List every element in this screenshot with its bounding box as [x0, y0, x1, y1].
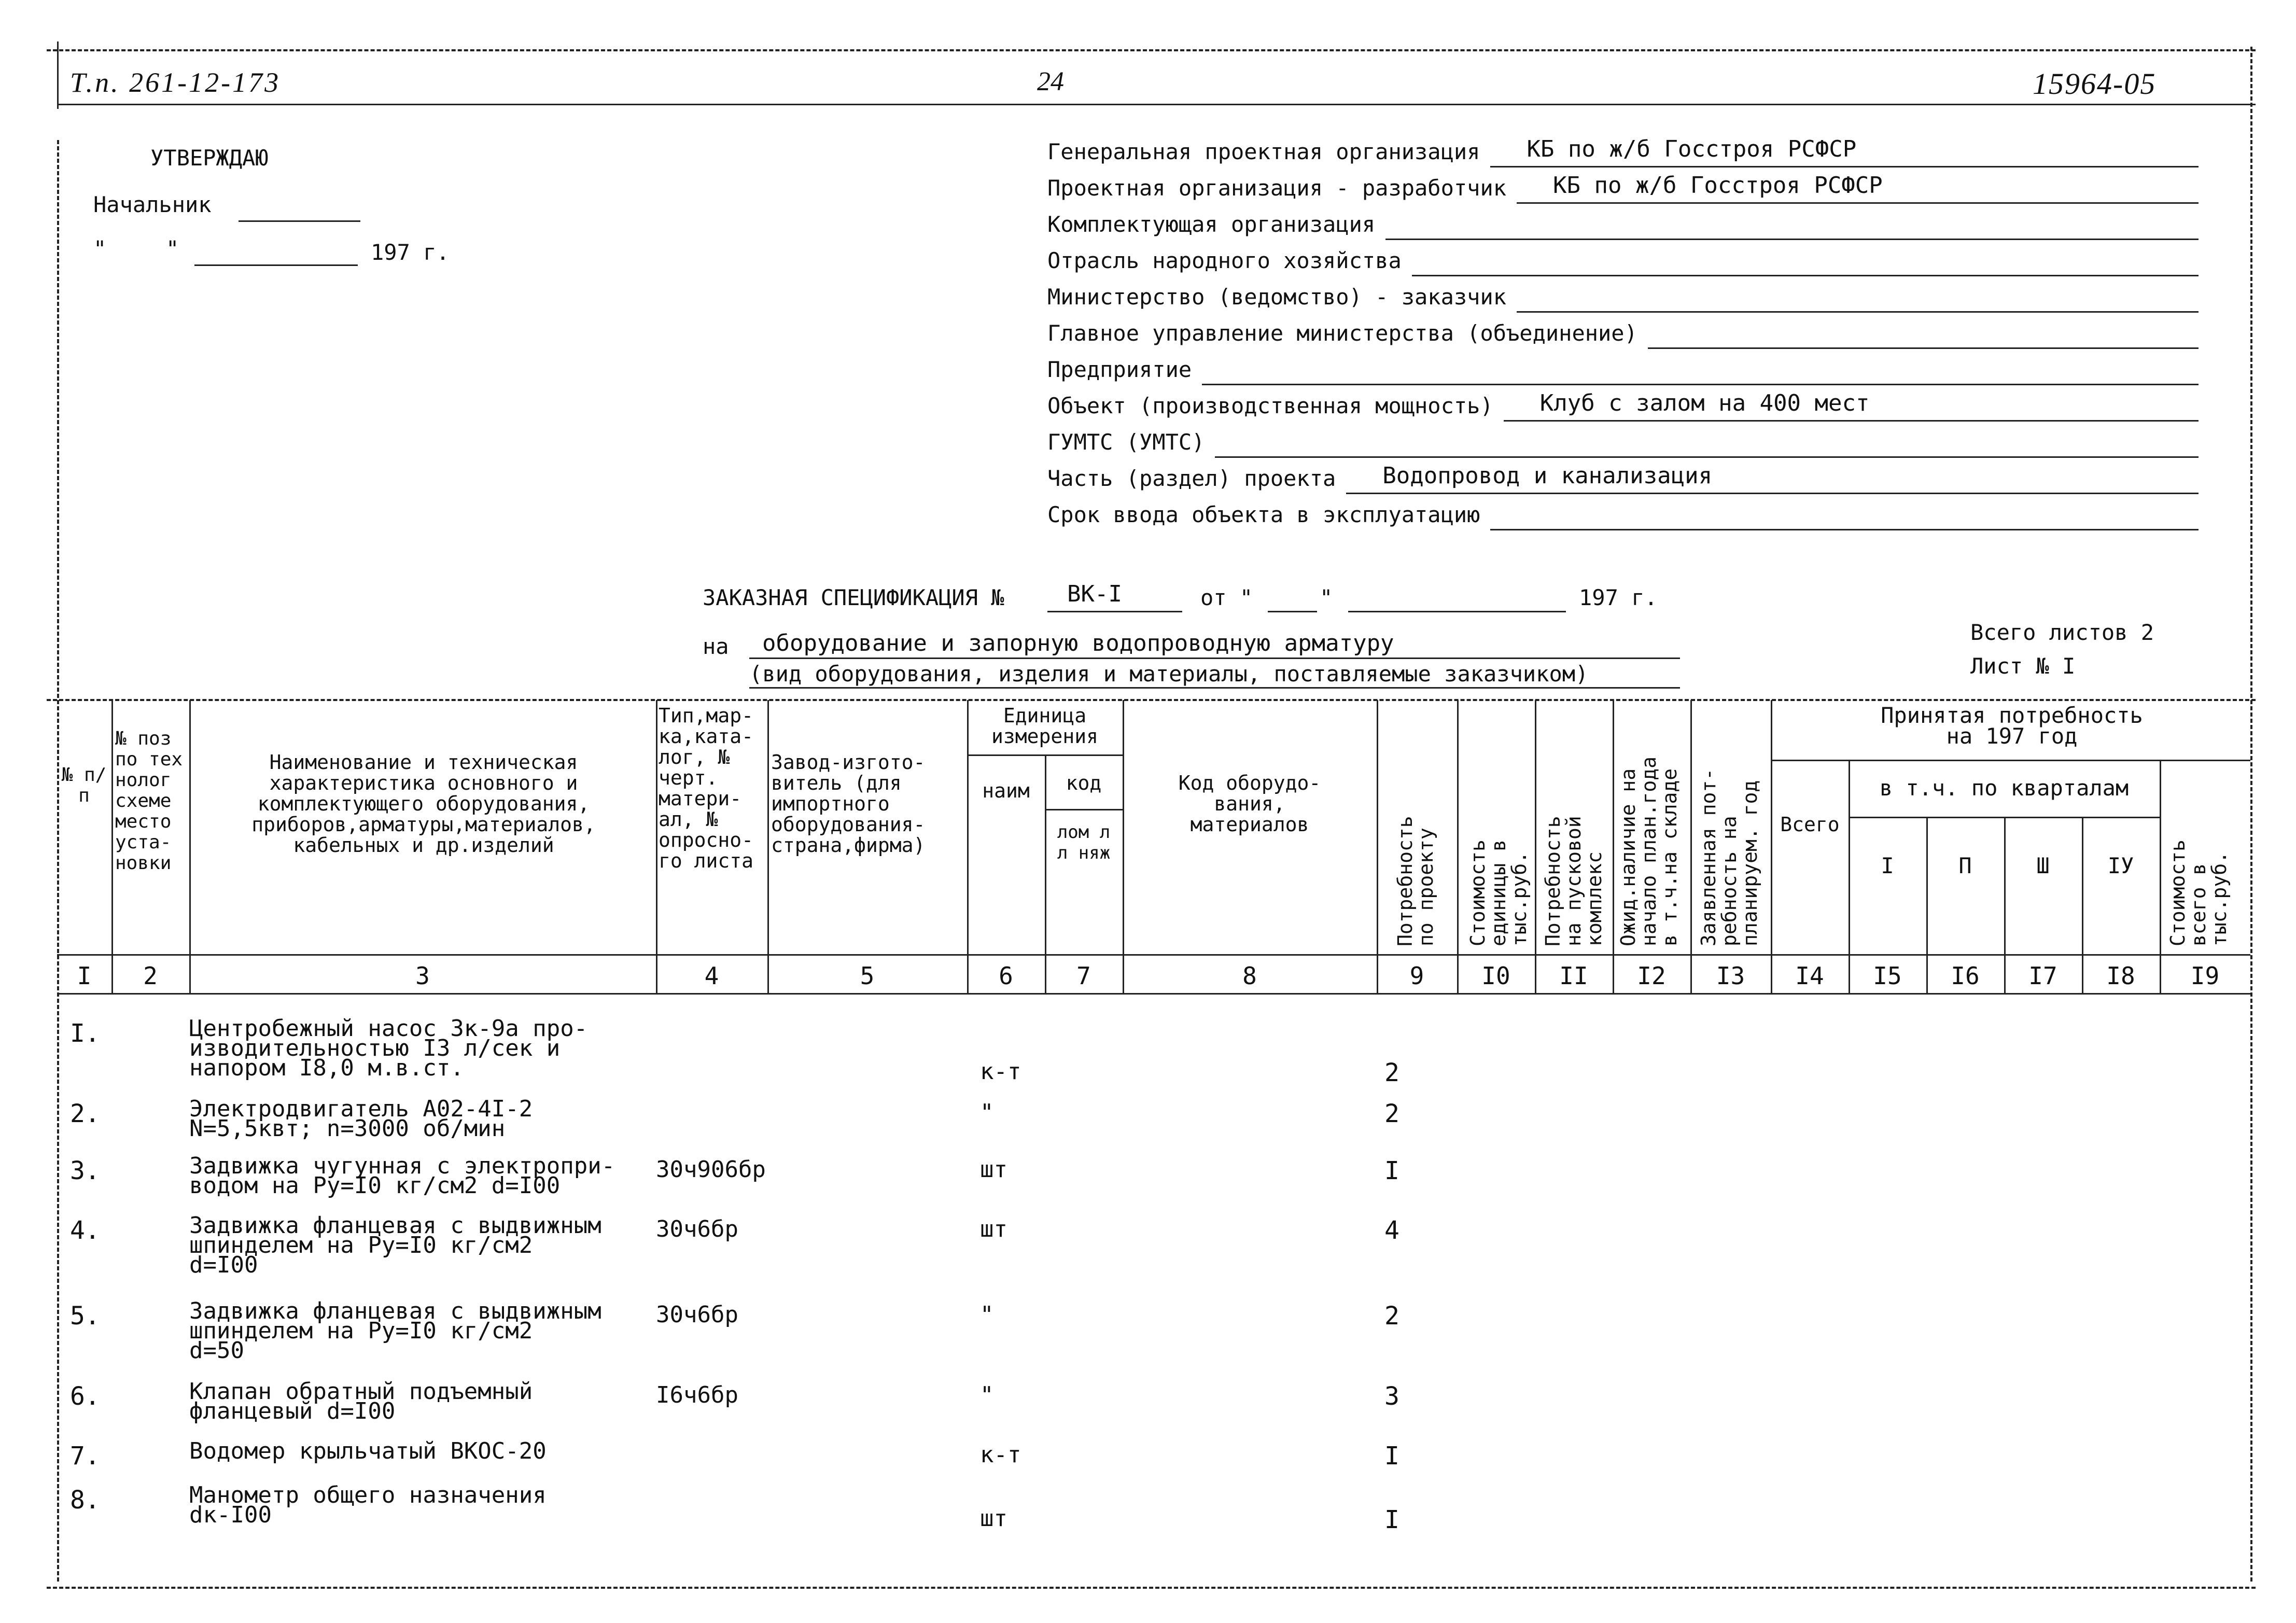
row-unit: к-т — [980, 1058, 1021, 1085]
row-name-line: Центробежный насос 3к-9а про- — [189, 1015, 588, 1042]
header-line: уста- — [115, 832, 172, 853]
col-sep-6 — [1045, 754, 1046, 993]
project-code: Т.п. 261-12-173 — [70, 67, 281, 98]
row-type: 30ч6бр — [656, 1216, 738, 1242]
org-value: КБ по ж/б Госстроя РСФСР — [1527, 136, 1857, 162]
spec-date-line — [1268, 611, 1317, 612]
header-line: лог, № — [659, 746, 730, 768]
approval-title: УТВЕРЖДАЮ — [150, 145, 269, 171]
col-head-startup-demand — [1543, 816, 1605, 946]
org-label: Отрасль народного хозяйства — [1047, 248, 1402, 273]
header-line: на 197 год — [1946, 723, 2078, 749]
archive-number: 15964-05 — [2033, 67, 2157, 101]
header-line: на пусковой — [1562, 816, 1585, 946]
row-quantity: I — [1384, 1156, 1399, 1185]
approval-year: 197 г. — [371, 240, 450, 265]
header-line: ал, № — [659, 808, 718, 831]
row-name-line: d=I00 — [189, 1252, 258, 1278]
row-name — [189, 1378, 646, 1424]
header-line: всего в — [2187, 863, 2210, 946]
header-line: единицы в — [1487, 840, 1510, 946]
org-label: Главное управление министерства (объединение) — [1047, 320, 1637, 346]
header-line: Стоимость — [1466, 840, 1489, 946]
col-head-q3: Ш — [2036, 853, 2050, 878]
header-underline — [57, 104, 2256, 105]
col-head-name — [193, 752, 654, 856]
header-line: Единица — [1003, 704, 1087, 727]
org-label: Комплектующая организация — [1047, 212, 1376, 237]
row-unit: " — [980, 1382, 994, 1408]
column-number: I4 — [1795, 962, 1824, 990]
column-number: 9 — [1409, 962, 1424, 990]
header-line: л няж — [1057, 843, 1111, 863]
spec-date-quote: " — [1320, 585, 1333, 610]
col-head-unit-code: код — [1066, 772, 1102, 794]
spec-date-from: от " — [1200, 585, 1253, 610]
row-unit: к-т — [980, 1442, 1021, 1468]
header-line: страна,фирма) — [771, 834, 926, 857]
col-head-total: Всего — [1780, 813, 1840, 836]
row-unit: шт — [980, 1156, 1007, 1183]
col-head-demand-project — [1395, 816, 1436, 946]
row-name — [189, 1153, 646, 1199]
row-name-line: шпинделем на Ру=I0 кг/см2 — [189, 1318, 533, 1344]
spec-subject: оборудование и запорную водопроводную арматуру — [762, 630, 1394, 656]
col-head-total-cost — [2167, 840, 2230, 946]
row-name-line: Манометр общего назначения — [189, 1482, 547, 1508]
col-sep-12 — [1690, 700, 1692, 993]
header-line: приборов,арматуры,материалов, — [251, 813, 596, 836]
column-number: 6 — [999, 962, 1013, 990]
accepted-group-line — [1771, 760, 2250, 761]
header-line: Наименование и техническая — [269, 751, 578, 774]
approval-date-line — [194, 264, 358, 266]
header-line: планируем. год — [1739, 780, 1761, 946]
org-value: Клуб с залом на 400 мест — [1539, 390, 1870, 416]
header-line: Потребность — [1394, 816, 1417, 946]
col-head-q1: I — [1881, 853, 1894, 878]
header-line: схеме — [115, 790, 172, 812]
col-sep-18 — [2160, 760, 2161, 993]
row-quantity: 4 — [1384, 1216, 1399, 1245]
row-name — [189, 1096, 646, 1142]
header-line: оборудования- — [771, 813, 926, 836]
row-type: I6ч6бр — [656, 1382, 738, 1408]
column-number: I8 — [2106, 962, 2135, 990]
col-head-unit-cost — [1467, 840, 1530, 946]
org-fill-line — [1202, 384, 2199, 385]
col-sep-1 — [111, 700, 113, 993]
col-head-declared-demand — [1698, 768, 1760, 946]
row-name-line: Задвижка фланцевая с выдвижным — [189, 1298, 601, 1324]
row-name-line: изводительностью I3 л/сек и — [189, 1035, 561, 1061]
org-fill-line — [1215, 456, 2199, 458]
org-label: Объект (производственная мощность) — [1047, 393, 1493, 418]
column-number: I2 — [1637, 962, 1666, 990]
org-fill-line — [1346, 493, 2199, 494]
col-sep-2 — [189, 700, 191, 993]
row-quantity: I — [1384, 1442, 1399, 1471]
spec-subject-caption: (вид оборудования, изделия и материалы, поставляемые заказчиком) — [749, 661, 1589, 687]
header-line: место — [115, 811, 172, 832]
header-line: материалов — [1190, 813, 1309, 836]
row-quantity: 3 — [1384, 1382, 1399, 1411]
column-number: 3 — [415, 962, 430, 990]
org-label: Часть (раздел) проекта — [1047, 466, 1336, 491]
header-line: измерения — [991, 725, 1098, 748]
row-number: 8. — [70, 1486, 100, 1515]
org-label: Министерство (ведомство) - заказчик — [1047, 284, 1507, 310]
row-name-line: Задвижка чугунная с электропри- — [189, 1153, 615, 1179]
org-label: Срок ввода объекта в эксплуатацию — [1047, 502, 1480, 527]
org-fill-line — [1517, 202, 2199, 204]
header-line: в т.ч.на складе — [1658, 768, 1681, 946]
right-border — [2250, 47, 2252, 1582]
header-line: го листа — [659, 849, 754, 872]
row-type: 30ч906бр — [656, 1156, 766, 1183]
col-head-position — [115, 729, 188, 874]
org-fill-line — [1385, 239, 2199, 240]
row-number: 3. — [70, 1156, 100, 1185]
header-line: начало план.года — [1637, 756, 1660, 946]
row-name-line: водом на Ру=I0 кг/см2 d=I00 — [189, 1172, 561, 1199]
org-fill-line — [1517, 311, 2199, 313]
header-line: тыс.руб. — [2208, 851, 2231, 946]
org-value: Водопровод и канализация — [1382, 463, 1713, 489]
row-unit: " — [980, 1302, 994, 1328]
spec-year: 197 г. — [1579, 585, 1658, 610]
row-name-line: Клапан обратный подъемный — [189, 1378, 533, 1405]
row-name — [189, 1438, 646, 1464]
header-line: матери- — [659, 787, 742, 810]
col-sep-10 — [1535, 700, 1536, 993]
row-number: I. — [70, 1019, 100, 1048]
header-line: Код оборудо- — [1178, 772, 1321, 794]
header-line: Ожид.наличие на — [1617, 768, 1640, 946]
header-line: Стоимость — [2166, 840, 2189, 946]
row-quantity: I — [1384, 1505, 1399, 1534]
column-number: I7 — [2028, 962, 2057, 990]
col-head-equipment-code — [1125, 773, 1374, 835]
col-head-unit-group — [970, 705, 1120, 747]
column-number: I0 — [1481, 962, 1510, 990]
row-quantity: 2 — [1384, 1058, 1399, 1087]
org-label: ГУМТС (УМТС) — [1047, 429, 1205, 455]
spec-date-month-line — [1348, 611, 1566, 612]
row-unit: шт — [980, 1505, 1007, 1532]
header-line: вания, — [1214, 792, 1285, 815]
approval-chief-label: Начальник — [93, 192, 212, 217]
column-number: I — [77, 962, 92, 990]
row-name-line: напором I8,0 м.в.ст. — [189, 1055, 464, 1081]
top-border — [47, 49, 2256, 51]
column-number: II — [1559, 962, 1588, 990]
column-number: 7 — [1076, 962, 1091, 990]
org-fill-line — [1648, 347, 2199, 349]
col-head-unit-code-sub — [1047, 822, 1120, 863]
row-number: 6. — [70, 1382, 100, 1411]
col-sep-3 — [656, 700, 657, 993]
total-sheets: Всего листов 2 — [1970, 620, 2154, 645]
column-number: 5 — [860, 962, 875, 990]
spec-na-label: на — [703, 634, 729, 659]
col-head-expected-stock — [1618, 757, 1680, 946]
col-sep-7 — [1123, 700, 1124, 993]
header-line: черт. — [659, 766, 718, 789]
header-line: Завод-изгото- — [771, 751, 926, 774]
row-name-line: N=5,5квт; n=3000 об/мин — [189, 1115, 506, 1142]
col-sep-13 — [1771, 700, 1772, 993]
col-sep-9 — [1457, 700, 1459, 993]
sheet-number: Лист № I — [1970, 653, 2076, 679]
header-line: Принятая потребность — [1881, 703, 2143, 728]
org-label: Генеральная проектная организация — [1047, 139, 1480, 164]
org-value: КБ по ж/б Госстроя РСФСР — [1553, 172, 1883, 199]
row-name — [189, 1015, 646, 1081]
org-fill-line — [1490, 166, 2199, 167]
row-quantity: 2 — [1384, 1302, 1399, 1331]
header-line: тыс.руб. — [1508, 851, 1531, 946]
header-line: характеристика основного и — [269, 772, 578, 794]
row-number: 7. — [70, 1442, 100, 1471]
col-sep-11 — [1613, 700, 1614, 993]
header-line: лом л — [1057, 822, 1111, 843]
row-name — [189, 1298, 646, 1364]
row-unit: шт — [980, 1216, 1007, 1242]
org-label: Предприятие — [1047, 357, 1192, 382]
row-number: 4. — [70, 1216, 100, 1245]
row-name-line: dк-I00 — [189, 1502, 272, 1528]
col-head-unit-name: наим — [982, 779, 1030, 802]
row-unit: " — [980, 1099, 994, 1126]
row-name — [189, 1482, 646, 1528]
spec-caption-line — [749, 687, 1680, 689]
col-head-q2: П — [1958, 853, 1972, 878]
approval-quote-close: " — [166, 236, 179, 261]
header-line: импортного — [771, 792, 890, 815]
col-head-accepted-group — [1773, 705, 2250, 747]
col-head-type — [659, 705, 767, 871]
col-head-quarters-group: в т.ч. по кварталам — [1879, 775, 2129, 801]
row-name-line: Водомер крыльчатый ВКОС-20 — [189, 1438, 547, 1464]
page-number: 24 — [1037, 67, 1064, 96]
header-line: нолог — [115, 769, 172, 791]
header-line: по проекту — [1415, 828, 1437, 946]
column-number: I3 — [1716, 962, 1745, 990]
left-border-top — [57, 41, 59, 109]
col-sep-4 — [767, 700, 769, 993]
column-number: 8 — [1242, 962, 1257, 990]
col-head-manufacturer — [771, 752, 968, 856]
spec-number-line — [1047, 611, 1182, 612]
spec-subject-line — [749, 657, 1680, 659]
column-number: I6 — [1951, 962, 1980, 990]
header-line: комплекс — [1583, 851, 1606, 946]
column-number: 2 — [143, 962, 158, 990]
row-number: 5. — [70, 1302, 100, 1331]
header-line: опросно- — [659, 829, 754, 851]
table-top-line — [47, 699, 2256, 701]
unit-code-line — [1045, 809, 1123, 810]
column-number: I9 — [2190, 962, 2220, 990]
header-line: № поз — [115, 728, 172, 749]
table-header-bottom — [57, 954, 2250, 956]
header-line: ребность на — [1718, 816, 1741, 946]
org-fill-line — [1490, 529, 2199, 530]
left-border — [57, 140, 59, 1582]
header-line: Заявленная пот- — [1697, 768, 1720, 946]
col-sep-8 — [1377, 700, 1378, 993]
header-line: ка,ката- — [659, 725, 754, 748]
row-name — [189, 1212, 646, 1278]
row-number: 2. — [70, 1099, 100, 1128]
header-line: комплектующего оборудования, — [257, 792, 590, 815]
row-type: 30ч6бр — [656, 1302, 738, 1328]
header-line: Тип,мар- — [659, 704, 754, 727]
row-name-line: фланцевый d=I00 — [189, 1398, 396, 1424]
row-name-line: шпинделем на Ру=I0 кг/см2 — [189, 1232, 533, 1258]
header-line: витель (для — [771, 772, 902, 794]
row-quantity: 2 — [1384, 1099, 1399, 1128]
org-label: Проектная организация - разработчик — [1047, 175, 1507, 201]
col-sep-14 — [1849, 760, 1850, 993]
header-line: кабельных и др.изделий — [293, 834, 554, 857]
row-name-line: Задвижка фланцевая с выдвижным — [189, 1212, 601, 1239]
org-fill-line — [1504, 420, 2199, 422]
org-fill-line — [1412, 275, 2199, 276]
col-head-q4: IУ — [2107, 853, 2134, 878]
spec-title: ЗАКАЗНАЯ СПЕЦИФИКАЦИЯ № — [703, 585, 1004, 610]
spec-number: ВК-I — [1067, 581, 1122, 607]
bottom-border — [47, 1587, 2256, 1589]
row-name-line: d=50 — [189, 1337, 244, 1364]
table-colnum-bottom — [57, 993, 2250, 995]
approval-chief-line — [239, 220, 360, 222]
col-head-pp: № п/п — [61, 764, 107, 806]
approval-quote-open: " — [93, 236, 107, 261]
header-line: Потребность — [1542, 816, 1564, 946]
header-line: по тех — [115, 749, 183, 770]
row-name-line: Электродвигатель А02-4I-2 — [189, 1096, 533, 1122]
column-number: I5 — [1873, 962, 1902, 990]
column-number: 4 — [704, 962, 719, 990]
header-line: новки — [115, 852, 172, 874]
